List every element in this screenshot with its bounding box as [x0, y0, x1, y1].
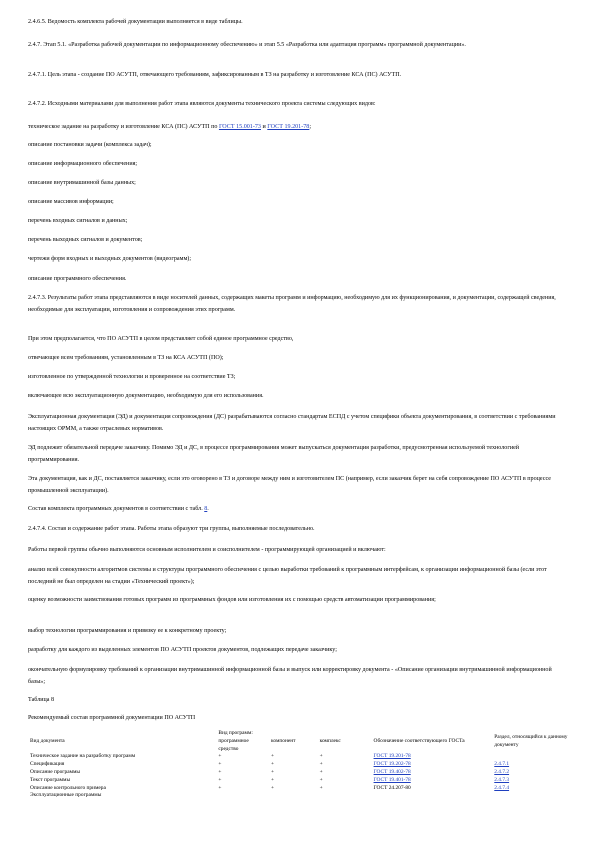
- table-header-row: [28, 730, 573, 753]
- paragraph-2-4-6-5: 2.4.6.5. Ведомость комплекта рабочей документации выполняется в виде таблицы.: [28, 19, 243, 25]
- cell-doc: Текст программы: [30, 776, 71, 783]
- cell-gost: [372, 792, 493, 800]
- table-caption: Таблица 8: [28, 697, 55, 703]
- list-item: анализ всей совокупности алгоритмов системы и структуры программного обеспечения с целью выработки требований к программным интерфейсам, к организации информационной базы (если этот последний не был определен на стадии «Технический проект»);: [28, 567, 547, 585]
- program-docs-table: [28, 730, 573, 800]
- list-item: описание информационного обеспечения;: [28, 161, 138, 167]
- table-row: [28, 792, 573, 800]
- list-item: чертежи форм входных и выходных документов (видеограмм);: [28, 256, 192, 262]
- header-program-kind: Вид программ: программное средство: [218, 730, 253, 752]
- cell-gost-link[interactable]: [372, 769, 493, 777]
- cell-mark: +: [218, 776, 222, 783]
- list-item: включающее всю эксплуатационную документацию, необходимую для его использования.: [28, 393, 264, 399]
- gost-19-201-link[interactable]: ГОСТ 19.201-78: [267, 124, 310, 130]
- cell-mark: +: [271, 784, 275, 791]
- cell-doc: Описание контрольного примера: [30, 784, 106, 791]
- list-item: изготовленное по утвержденной технологии и проверенное на соответствие ТЗ;: [28, 374, 236, 380]
- cell-mark: +: [218, 761, 222, 768]
- paragraph-2-4-7: 2.4.7. Этап 5.1. «Разработка рабочей документации по информационному обеспечению» и этап 5.5 «Разработка или адаптация программ» программной документации».: [28, 42, 466, 48]
- header-gost: Обозначение соответствующего ГОСТа: [373, 737, 465, 744]
- cell-doc: Техническое задание на разработку программ: [30, 753, 136, 760]
- list-item: перечень входных сигналов и данных;: [28, 218, 128, 224]
- cell-mark: [216, 792, 269, 800]
- section-link[interactable]: 2.4.7.3: [494, 776, 510, 783]
- cell-section: [492, 792, 573, 800]
- cell-mark: +: [218, 753, 222, 760]
- cell-mark: +: [319, 761, 323, 768]
- cell-mark: +: [271, 761, 275, 768]
- paragraph-table-ref: [28, 504, 568, 516]
- cell-section: [492, 753, 573, 761]
- list-item: разработку для каждого из выделенных элементов ПО АСУТП проектов документов, подлежащих передаче заказчику;: [28, 647, 337, 653]
- cell-mark: +: [319, 784, 323, 791]
- paragraph-2-4-7-1: 2.4.7.1. Цель этапа - создание ПО АСУТП, отвечающего требованиям, зафиксированным в ТЗ на разработку и изготовление КСА (ПС) АСУТП.: [28, 72, 402, 78]
- table-row: [28, 753, 573, 761]
- cell-mark: +: [319, 776, 323, 783]
- gost-link[interactable]: ГОСТ 19.401-78: [373, 776, 411, 783]
- list-item: окончательную формулировку требований к организации внутримашинной информационной базы и выпуск или корректировку документа - «Описание организации внутримашинной информационной базы»;: [28, 667, 552, 685]
- paragraph-2-4-7-2: 2.4.7.2. Исходными материалами для выполнения работ этапа являются документы технического проекта системы следующих видов:: [28, 101, 376, 107]
- section-link[interactable]: 2.4.7.4: [494, 784, 510, 791]
- table-8-link[interactable]: 8: [204, 506, 208, 512]
- paragraph-2-4-7-4: 2.4.7.4. Состав и содержание работ этапа. Работы этапа образуют три группы, выполняемые последовательно.: [28, 526, 315, 532]
- list-item: описание внутримашинной базы данных;: [28, 180, 136, 186]
- cell-mark: [269, 792, 318, 800]
- list-item-tz: [28, 122, 568, 134]
- gost-15-001-link[interactable]: ГОСТ 15.001-73: [218, 124, 261, 130]
- list-item: оценку возможности заимствования готовых программ из программных фондов или изготовления их с помощью средств автоматизации программирования;: [28, 597, 436, 603]
- list-item-tz-pre: техническое задание на разработку и изготовление КСА (ПС) АСУТП по: [28, 124, 219, 130]
- cell-gost-link[interactable]: [372, 753, 493, 761]
- table-row: [28, 777, 573, 785]
- paragraph-intro: При этом предполагается, что ПО АСУТП в целом представляет собой единое программное средство,: [28, 336, 294, 342]
- header-section: Раздел, относящийся к данному документу: [494, 733, 568, 748]
- cell-mark: +: [271, 768, 275, 775]
- cell-mark: +: [218, 768, 222, 775]
- header-component: компонент: [271, 737, 296, 744]
- cell-gost: ГОСТ 24.207-80: [373, 784, 411, 791]
- list-item: описание постановки задачи (комплекса задач);: [28, 142, 152, 148]
- cell-mark: +: [271, 753, 275, 760]
- cell-mark: +: [319, 753, 323, 760]
- paragraph-ds-supply: Эта документация, как и ДС, поставляется заказчику, если это оговорено в ТЗ и договоре между ним и изготовителем ПС (например, если заказчик берет на себя сопровождение ПО АСУТП в процессе промышленной эксплуатации).: [28, 476, 551, 494]
- list-item: описание программного обеспечения.: [28, 276, 127, 282]
- list-item-tz-mid: и: [260, 124, 268, 130]
- table-ref-end: .: [207, 506, 209, 512]
- list-item: выбор технологии программирования и привязку ее к конкретному проекту;: [28, 628, 227, 634]
- cell-mark: +: [319, 768, 323, 775]
- cell-section-link[interactable]: [492, 769, 573, 777]
- table-ref-text: Состав комплекта программных документов в соответствии с табл.: [28, 506, 205, 512]
- cell-section-link[interactable]: [492, 777, 573, 785]
- cell-doc: Описание программы: [30, 768, 81, 775]
- gost-link[interactable]: ГОСТ 19.201-78: [373, 753, 411, 760]
- cell-doc: Эксплуатационные программы: [30, 792, 102, 799]
- cell-mark: +: [218, 784, 222, 791]
- gost-link[interactable]: ГОСТ 19.402-78: [373, 768, 411, 775]
- table-row: [28, 785, 573, 793]
- list-item: перечень выходных сигналов и документов;: [28, 237, 143, 243]
- cell-doc: Спецификация: [30, 761, 65, 768]
- cell-section-link[interactable]: [492, 785, 573, 793]
- header-complex: комплекс: [319, 737, 341, 744]
- paragraph-2-4-7-3: 2.4.7.3. Результаты работ этапа представляются в виде носителей данных, содержащих макеты программ и информацию, необходимую для их функционирования, и документации, содержащей сведения, необходимые для эксплуатации, изготовления и сопровождения этих программ.: [28, 295, 556, 313]
- table-row: [28, 761, 573, 769]
- header-doc-type: Вид документа: [30, 737, 65, 744]
- list-item: отвечающее всем требованиям, установленным в ТЗ на КСА АСУТП (ПО);: [28, 355, 224, 361]
- cell-gost-link[interactable]: [372, 761, 493, 769]
- cell-section-link[interactable]: [492, 761, 573, 769]
- gost-link[interactable]: ГОСТ 19.202-78: [373, 761, 411, 768]
- section-link[interactable]: 2.4.7.2: [494, 768, 510, 775]
- table-row: [28, 769, 573, 777]
- paragraph-ed-transfer: ЭД подлежит обязательной передаче заказчику. Помимо ЭД и ДС, в процессе программирования может выпускаться документация разработки, предусмотренная используемой технологией программирования.: [28, 445, 520, 463]
- table-title: Рекомендуемый состав программной документации ПО АСУТП: [28, 715, 196, 721]
- cell-gost-link[interactable]: [372, 777, 493, 785]
- paragraph-first-group: Работы первой группы обычно выполняются основным исполнителем и соисполнителем - программирующей организацией и включают:: [28, 547, 386, 553]
- cell-mark: +: [271, 776, 275, 783]
- list-item-tz-end: ;: [309, 124, 312, 130]
- paragraph-ed-ds: Эксплуатационная документация (ЭД) и документация сопровождения (ДС) разрабатываются согласно стандартам ЕСПД с учетом специфики объекта документирования, в соответствии с требованиями настоящих ОРММ, а также отраслевых нормативов.: [28, 414, 556, 432]
- section-link[interactable]: 2.4.7.1: [494, 761, 510, 768]
- list-item: описание массивов информации;: [28, 199, 114, 205]
- cell-mark: [318, 792, 372, 800]
